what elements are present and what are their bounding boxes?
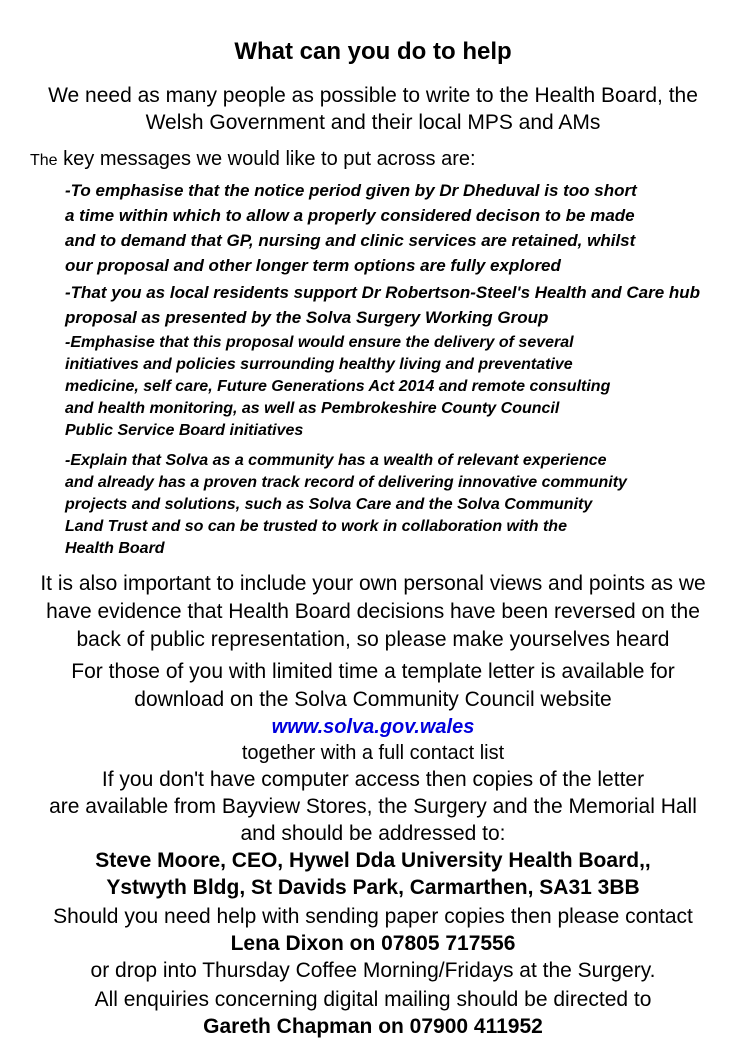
paper-contact-line: Lena Dixon on 07805 717556	[230, 932, 516, 955]
key-messages-rest: key messages we would like to put across are:	[57, 148, 476, 170]
bullet-community-experience: -Explain that Solva as a community has a wealth of relevant experience and already has a proven track record of delivering innovative community projects and solutions, such as Solva Care and the Solva Community Land Trust and so can be trusted to work in collaboration with the Health Board	[65, 452, 627, 557]
digital-contact-line: Gareth Chapman on 07900 411952	[203, 1015, 543, 1038]
drop-in-line: or drop into Thursday Coffee Morning/Fridays at the Surgery.	[90, 959, 656, 982]
personal-views-paragraph: It is also important to include your own personal views and points as we have evidence that Health Board decisions have been reversed on the back of public representation, so please make yourselves heard	[40, 572, 706, 651]
key-messages-lead: The	[30, 152, 58, 169]
no-computer-paragraph: If you don't have computer access then copies of the letter are available from Bayview Stores, the Surgery and the Memorial Hall and should be addressed to:	[49, 768, 697, 845]
key-messages-heading	[0, 146, 746, 174]
postal-address: Steve Moore, CEO, Hywel Dda University Health Board,, Ystwyth Bldg, St Davids Park, Carmarthen, SA31 3BB	[95, 849, 651, 899]
bullet-initiatives: -Emphasise that this proposal would ensure the delivery of several initiatives and policies surrounding healthy living and preventative medicine, self care, Future Generations Act 2014 and remote consulting and health monitoring, as well as Pembrokeshire County Council Public Service Board initiatives	[65, 334, 611, 439]
key-messages-list	[0, 178, 746, 560]
contact-list-line: together with a full contact list	[241, 742, 505, 764]
page-title: What can you do to help	[234, 38, 512, 65]
digital-enquiries-line: All enquiries concerning digital mailing should be directed to	[94, 988, 652, 1011]
paper-help-line: Should you need help with sending paper copies then please contact	[53, 905, 693, 928]
template-letter-paragraph: For those of you with limited time a template letter is available for download on the Solva Community Council website	[71, 660, 675, 711]
bullet-support-hub: -That you as local residents support Dr Robertson-Steel's Health and Care hub proposal as presented by the Solva Surgery Working Group	[65, 283, 701, 327]
intro-paragraph: We need as many people as possible to write to the Health Board, the Welsh Government and their local MPS and AMs	[48, 84, 698, 134]
website-link-line	[0, 714, 746, 740]
bullet-notice-period: -To emphasise that the notice period given by Dr Dheduval is too short a time within which to allow a properly considered decison to be made and to demand that GP, nursing and clinic services are retained, whilst our proposal and other longer term options are fully explored	[65, 181, 637, 275]
website-link[interactable]: www.solva.gov.wales	[271, 716, 475, 738]
